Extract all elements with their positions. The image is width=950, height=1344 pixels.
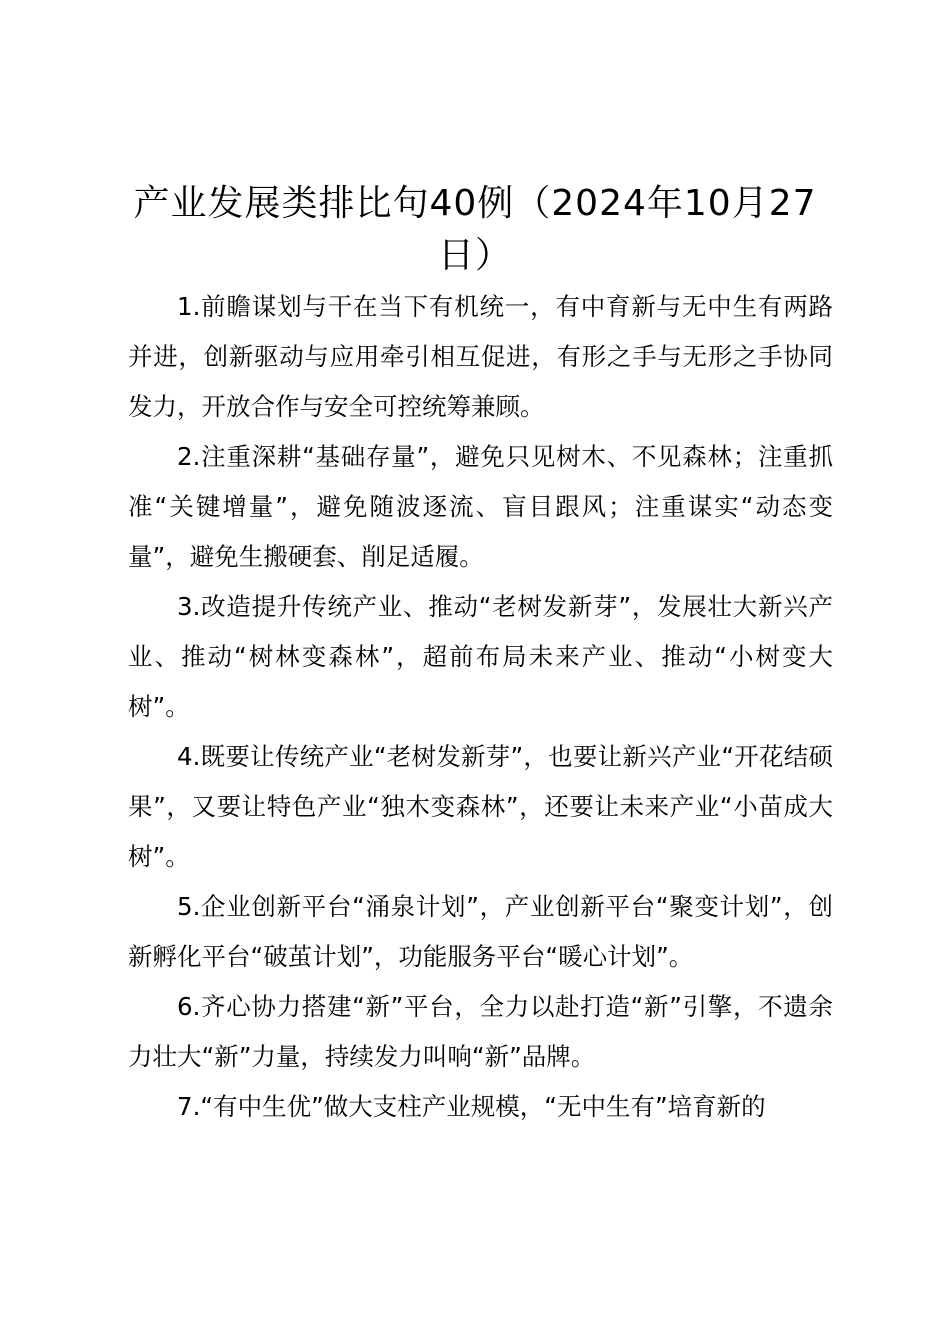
document-title: 产业发展类排比句40例（2024年10月27日） <box>133 183 817 276</box>
paragraph-2: 2.注重深耕“基础存量”，避免只见树木、不见森林；注重抓准“关键增量”，避免随波逐流、盲目跟风；注重谋实“动态变量”，避免生搬硬套、削足适履。 <box>128 442 833 571</box>
document-body <box>128 282 833 1132</box>
paragraph-4: 4.既要让传统产业“老树发新芽”，也要让新兴产业“开花结硕果”，又要让特色产业“独木变森林”，还要让未来产业“小苗成大树”。 <box>128 742 833 871</box>
paragraph-7: 7.“有中生优”做大支柱产业规模，“无中生有”培育新的 <box>177 1092 766 1121</box>
paragraph-5: 5.企业创新平台“涌泉计划”，产业创新平台“聚变计划”，创新孵化平台“破茧计划”，功能服务平台“暖心计划”。 <box>128 892 833 971</box>
paragraph-6: 6.齐心协力搭建“新”平台，全力以赴打造“新”引擎，不遗余力壮大“新”力量，持续发力叫响“新”品牌。 <box>128 992 833 1071</box>
paragraph-1: 1.前瞻谋划与干在当下有机统一，有中育新与无中生有两路并进，创新驱动与应用牵引相互促进，有形之手与无形之手协同发力，开放合作与安全可控统筹兼顾。 <box>128 292 833 421</box>
paragraph-3: 3.改造提升传统产业、推动“老树发新芽”，发展壮大新兴产业、推动“树林变森林”，超前布局未来产业、推动“小树变大树”。 <box>128 592 833 721</box>
